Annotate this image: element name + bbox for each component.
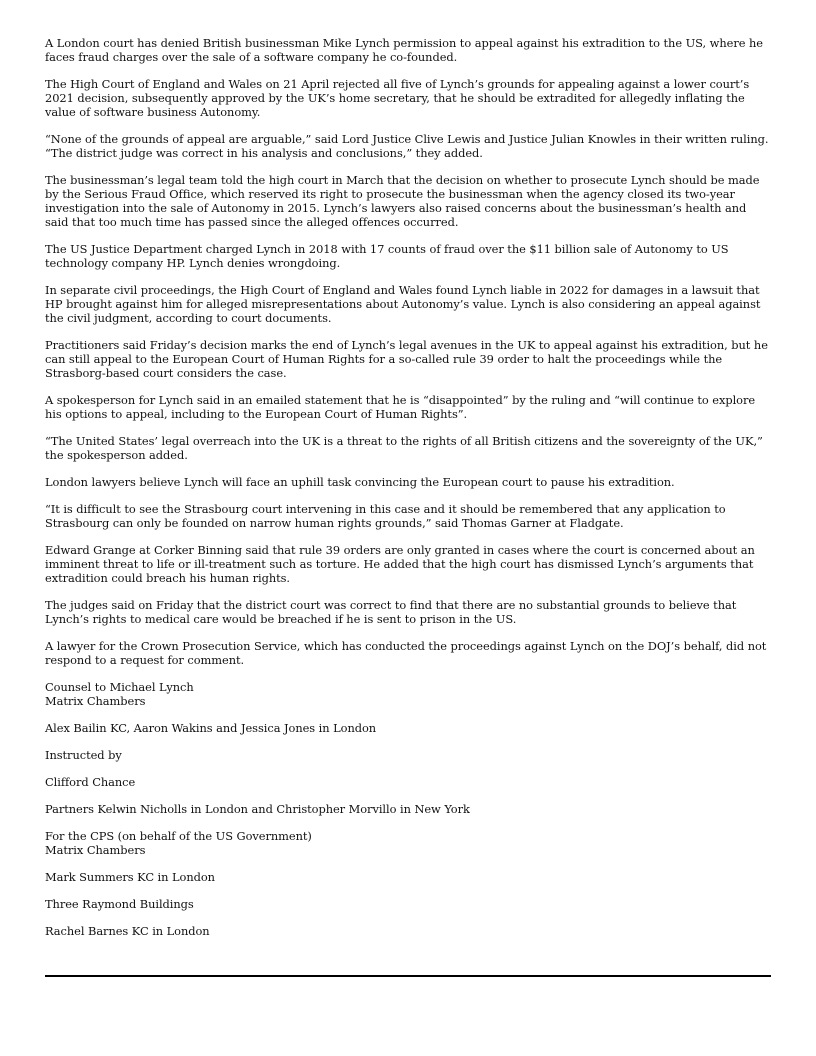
paragraph-6: In separate civil proceedings, the High Court of England and Wales found Lynch liable in 2022 for damages in a lawsuit that HP brought against him for alleged misrepresentations about Autonomy’s value. Lynch is also considering an appeal against the civil judgment, according to court documents.	[45, 283, 761, 325]
paragraph-4: The businessman’s legal team told the high court in March that the decision on whether to prosecute Lynch should be made by the Serious Fraud Office, which reserved its right to prosecute the businessman when the agency closed its two-year investigation into the sale of Autonomy in 2015. Lynch’s lawyers also raised concerns about the businessman’s health and said that too much time has passed since the alleged offences occurred.	[45, 173, 760, 229]
counsel-lynch-partners: Partners Kelwin Nicholls in London and Christopher Morvillo in New York	[45, 802, 470, 816]
counsel-cps-block	[45, 829, 773, 857]
paragraph-12: Edward Grange at Corker Binning said that rule 39 orders are only granted in cases where the court is concerned about an imminent threat to life or ill-treatment such as torture. He added that the high court has dismissed Lynch’s arguments that extradition could breach his human rights.	[45, 543, 755, 585]
counsel-lynch-heading: Counsel to Michael Lynch	[45, 680, 194, 694]
paragraph-9: “The United States’ legal overreach into the UK is a threat to the rights of all British citizens and the sovereignty of the UK,” the spokesperson added.	[45, 434, 763, 462]
paragraph-10: London lawyers believe Lynch will face an uphill task convincing the European court to pause his extradition.	[45, 475, 675, 489]
paragraph-5: The US Justice Department charged Lynch in 2018 with 17 counts of fraud over the $11 billion sale of Autonomy to US technology company HP. Lynch denies wrongdoing.	[45, 242, 729, 270]
footer-divider	[45, 975, 771, 977]
counsel-cps-heading: For the CPS (on behalf of the US Government)	[45, 829, 312, 843]
paragraph-13: The judges said on Friday that the district court was correct to find that there are no substantial grounds to believe that Lynch’s rights to medical care would be breached if he is sent to prison in the US.	[45, 598, 737, 626]
counsel-cps-barrister-1: Mark Summers KC in London	[45, 870, 215, 884]
counsel-lynch-block	[45, 680, 773, 708]
paragraph-14: A lawyer for the Crown Prosecution Service, which has conducted the proceedings against Lynch on the DOJ’s behalf, did not respond to a request for comment.	[45, 639, 767, 667]
counsel-cps-barrister-2: Rachel Barnes KC in London	[45, 924, 210, 938]
instructed-by-label: Instructed by	[45, 748, 122, 762]
paragraph-8: A spokesperson for Lynch said in an emailed statement that he is “disappointed” by the ruling and “will continue to explore his options to appeal, including to the European Court of Human Rights”.	[45, 393, 756, 421]
counsel-lynch-chambers: Matrix Chambers	[45, 694, 146, 708]
paragraph-2: The High Court of England and Wales on 21 April rejected all five of Lynch’s grounds for appealing against a lower court’s 2021 decision, subsequently approved by the UK’s home secretary, that he should be extradited for allegedly inflating the value of software business Autonomy.	[45, 77, 750, 119]
counsel-lynch-firm: Clifford Chance	[45, 775, 136, 789]
paragraph-3: “None of the grounds of appeal are arguable,” said Lord Justice Clive Lewis and Justice Julian Knowles in their written ruling. “The district judge was correct in his analysis and conclusions,” they added.	[45, 132, 769, 160]
article-body	[45, 36, 773, 951]
counsel-cps-chambers-2: Three Raymond Buildings	[45, 897, 194, 911]
paragraph-7: Practitioners said Friday’s decision marks the end of Lynch’s legal avenues in the UK to appeal against his extradition, but he can still appeal to the European Court of Human Rights for a so-called rule 39 order to halt the proceedings while the Strasborg-based court considers the case.	[45, 338, 768, 380]
counsel-lynch-barristers: Alex Bailin KC, Aaron Wakins and Jessica Jones in London	[45, 721, 377, 735]
paragraph-1: A London court has denied British businessman Mike Lynch permission to appeal against his extradition to the US, where he faces fraud charges over the sale of a software company he co-founded.	[45, 36, 763, 64]
paragraph-11: “It is difficult to see the Strasbourg court intervening in this case and it should be remembered that any application to Strasbourg can only be founded on narrow human rights grounds,” said Thomas Garner at Fladgate.	[45, 502, 726, 530]
counsel-cps-chambers: Matrix Chambers	[45, 843, 146, 857]
